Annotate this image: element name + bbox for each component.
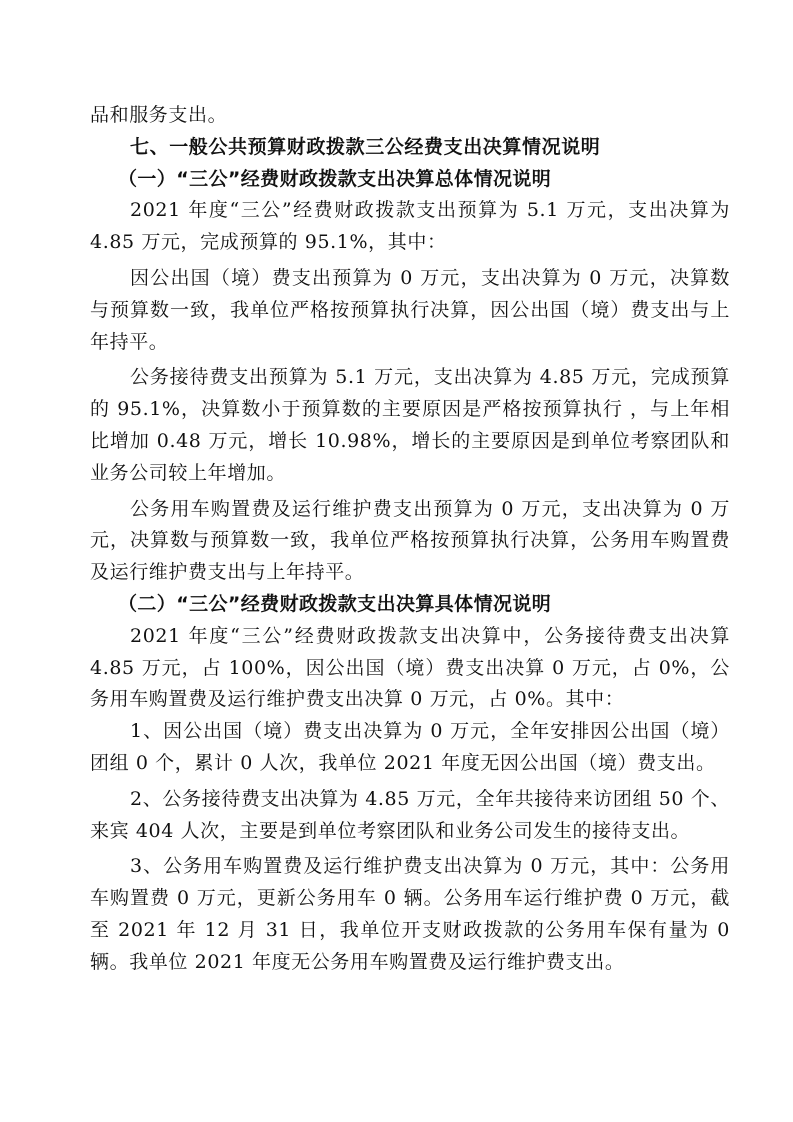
part2-item1-paragraph: 1、因公出国（境）费支出决算为 0 万元，全年安排因公出国（境）团组 0 个，累计 0 人次，我单位 2021 年度无因公出国（境）费支出。	[90, 720, 730, 774]
part2-item3-paragraph: 3、公务用车购置费及运行维护费支出决算为 0 万元，其中：公务用车购置费 0 万元，更新公务用车 0 辆。公务用车运行维护费 0 万元，截至 2021 年 12 月 31 日，我单位开支财政拨款的公务用车保有量为 0 辆。我单位 2021 年度无公务用车购置费及运行维护费支出。	[90, 855, 730, 973]
part2-title: （二）“三公”经费财政拨款支出决算具体情况说明	[118, 592, 552, 615]
continuation-text: 品和服务支出。	[90, 104, 228, 126]
section-title: 七、一般公共预算财政拨款三公经费支出决算情况说明	[130, 135, 601, 158]
part1-vehicle-paragraph: 公务用车购置费及运行维护费支出预算为 0 万元，支出决算为 0 万元，决算数与预算数一致，我单位严格按预算执行决算，公务用车购置费及运行维护费支出与上年持平。	[90, 497, 730, 584]
part1-overview-paragraph: 2021 年度“三公”经费财政拨款支出预算为 5.1 万元，支出决算为 4.85 万元，完成预算的 95.1%，其中：	[90, 199, 730, 254]
part1-reception-paragraph: 公务接待费支出预算为 5.1 万元，支出决算为 4.85 万元，完成预算的 95.1%，决算数小于预算数的主要原因是严格按预算执行 ，与上年相比增加 0.48 万元，增长 10.98%，增长的主要原因是到单位考察团队和业务公司较上年增加。	[90, 366, 730, 484]
part2-overview-paragraph: 2021 年度“三公”经费财政拨款支出决算中，公务接待费支出决算 4.85 万元，占 100%，因公出国（境）费支出决算 0 万元，占 0%，公务用车购置费及运行维护费支出决算 0 万元，占 0%。其中：	[90, 624, 730, 711]
part1-title: （一）“三公”经费财政拨款支出决算总体情况说明	[118, 167, 552, 190]
document-body	[90, 100, 730, 979]
part2-item2-paragraph: 2、公务接待费支出决算为 4.85 万元，全年共接待来访团组 50 个、来宾 404 人次，主要是到单位考察团队和业务公司发生的接待支出。	[90, 787, 730, 842]
part1-abroad-paragraph: 因公出国（境）费支出预算为 0 万元，支出决算为 0 万元，决算数与预算数一致，我单位严格按预算执行决算，因公出国（境）费支出与上年持平。	[90, 266, 730, 353]
